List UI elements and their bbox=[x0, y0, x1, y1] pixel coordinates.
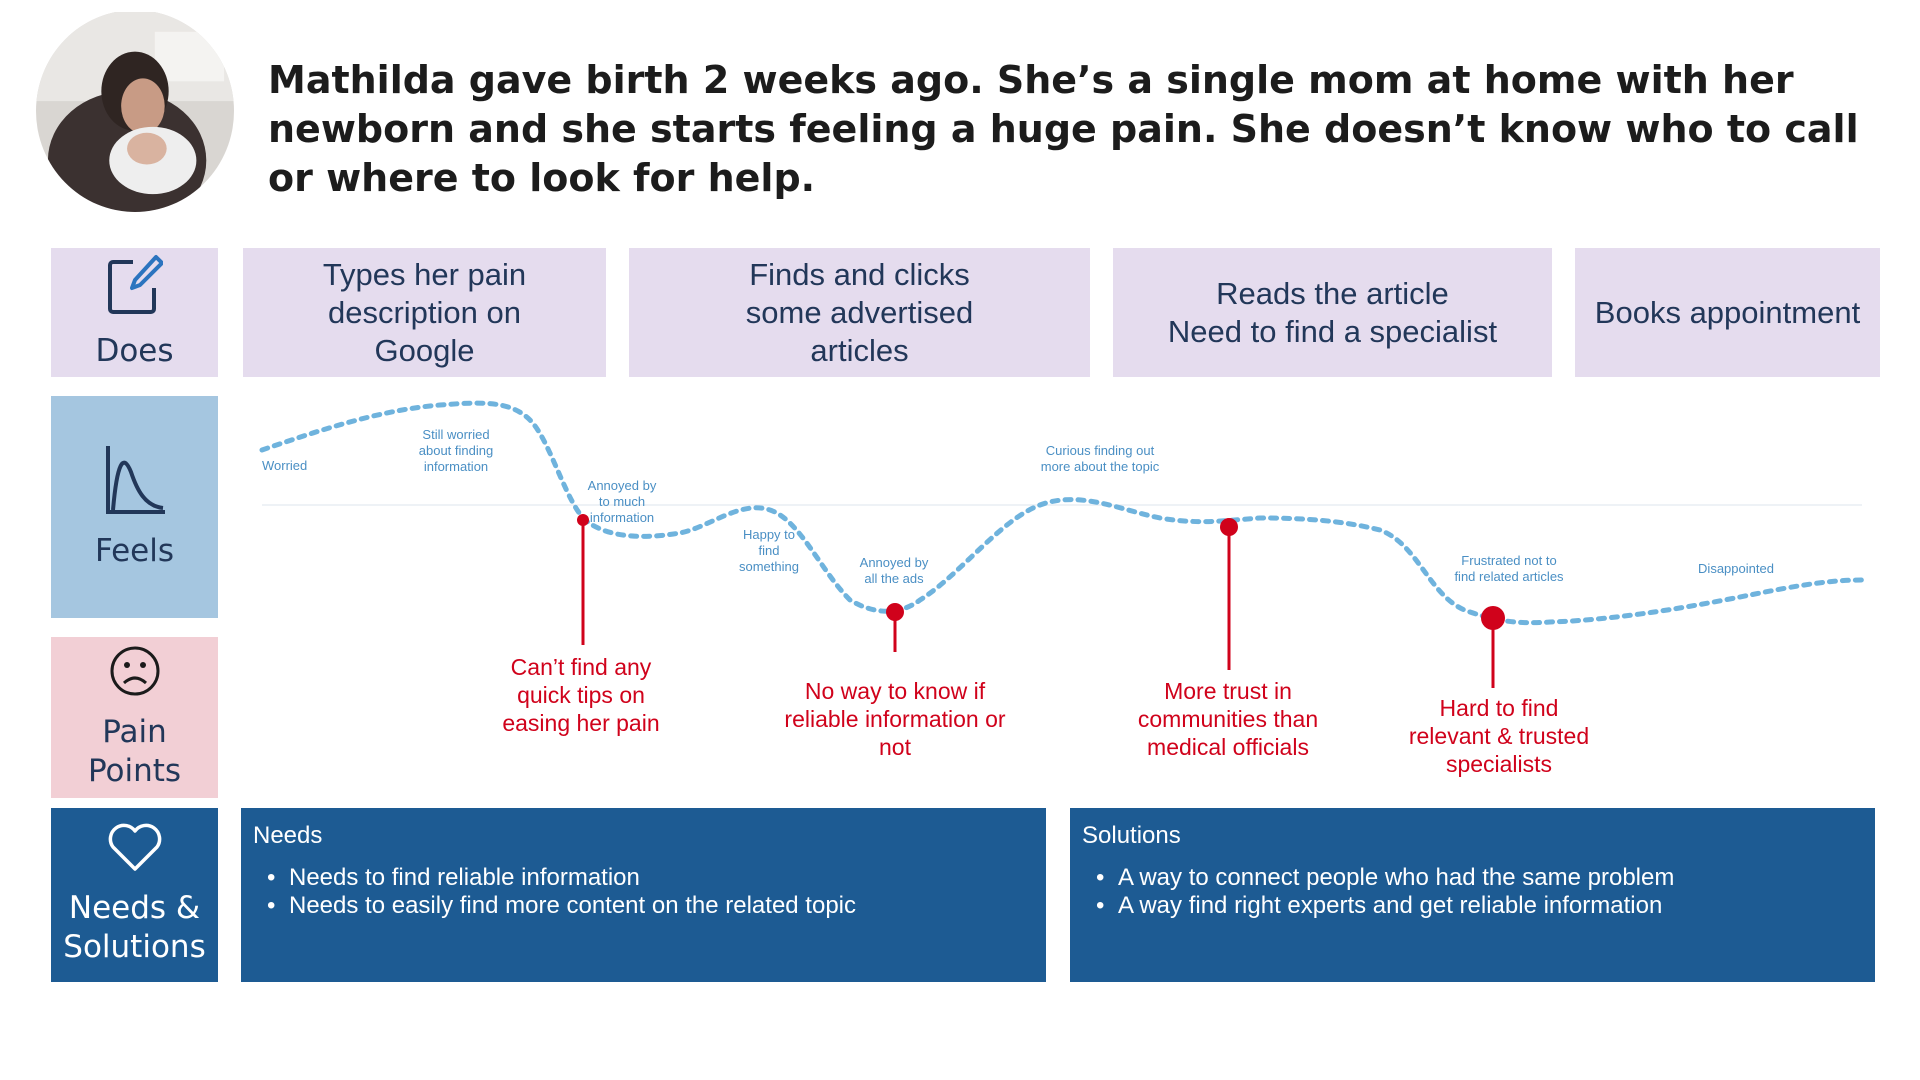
solutions-item: • A way to connect people who had the same problem bbox=[1106, 864, 1863, 892]
needs-list bbox=[253, 864, 1034, 920]
feeling-label: Disappointed bbox=[1698, 561, 1774, 576]
step-text: Reads the article Need to find a specialist bbox=[1167, 275, 1498, 349]
pain-marker bbox=[1220, 518, 1238, 536]
persona-description: Mathilda gave birth 2 weeks ago. She’s a single mom at home with her newborn and she starts feeling a huge pain. She doesn’t know who to call or where to look for help. bbox=[268, 58, 1859, 200]
needs-item: • Needs to find reliable information bbox=[277, 864, 1034, 892]
solutions-list bbox=[1082, 864, 1863, 920]
solutions-panel bbox=[1070, 808, 1875, 982]
needs-item: • Needs to easily find more content on the related topic bbox=[277, 892, 1034, 920]
feeling-label: Happy to find something bbox=[739, 527, 799, 574]
step-text: Finds and clicks some advertised articles bbox=[745, 256, 974, 368]
pain-point-label: More trust in communities than medical officials bbox=[1137, 678, 1319, 760]
pain-marker bbox=[886, 603, 904, 621]
row-label-needs-solutions-text: Needs & Solutions bbox=[63, 890, 206, 965]
row-label-pain-points-text: Pain Points bbox=[87, 713, 182, 789]
solutions-title: Solutions bbox=[1082, 822, 1181, 849]
feeling-label: Annoyed by to much information bbox=[587, 478, 657, 525]
pain-marker bbox=[577, 514, 589, 526]
row-label-does-text: Does bbox=[95, 333, 174, 369]
feeling-label: Curious finding out more about the topic bbox=[1040, 443, 1160, 474]
pain-point-label: Can’t find any quick tips on easing her pain bbox=[502, 654, 660, 736]
solutions-item: • A way find right experts and get reliable information bbox=[1106, 892, 1863, 920]
emotion-curve bbox=[262, 403, 1862, 623]
pain-point-label: Hard to find relevant & trusted specialists bbox=[1408, 695, 1590, 777]
feeling-label: Annoyed by all the ads bbox=[859, 555, 929, 586]
feeling-label: Worried bbox=[262, 458, 308, 473]
pain-point-label: No way to know if reliable information or not bbox=[784, 678, 1006, 760]
needs-panel bbox=[241, 808, 1046, 982]
needs-title: Needs bbox=[253, 822, 323, 849]
feeling-label: Frustrated not to find related articles bbox=[1454, 553, 1564, 584]
step-text: Books appointment bbox=[1594, 294, 1861, 330]
step-text: Types her pain description on Google bbox=[322, 256, 527, 368]
pain-marker bbox=[1481, 606, 1505, 630]
row-label-feels-text: Feels bbox=[94, 532, 175, 569]
feeling-label: Still worried about finding information bbox=[418, 427, 494, 474]
